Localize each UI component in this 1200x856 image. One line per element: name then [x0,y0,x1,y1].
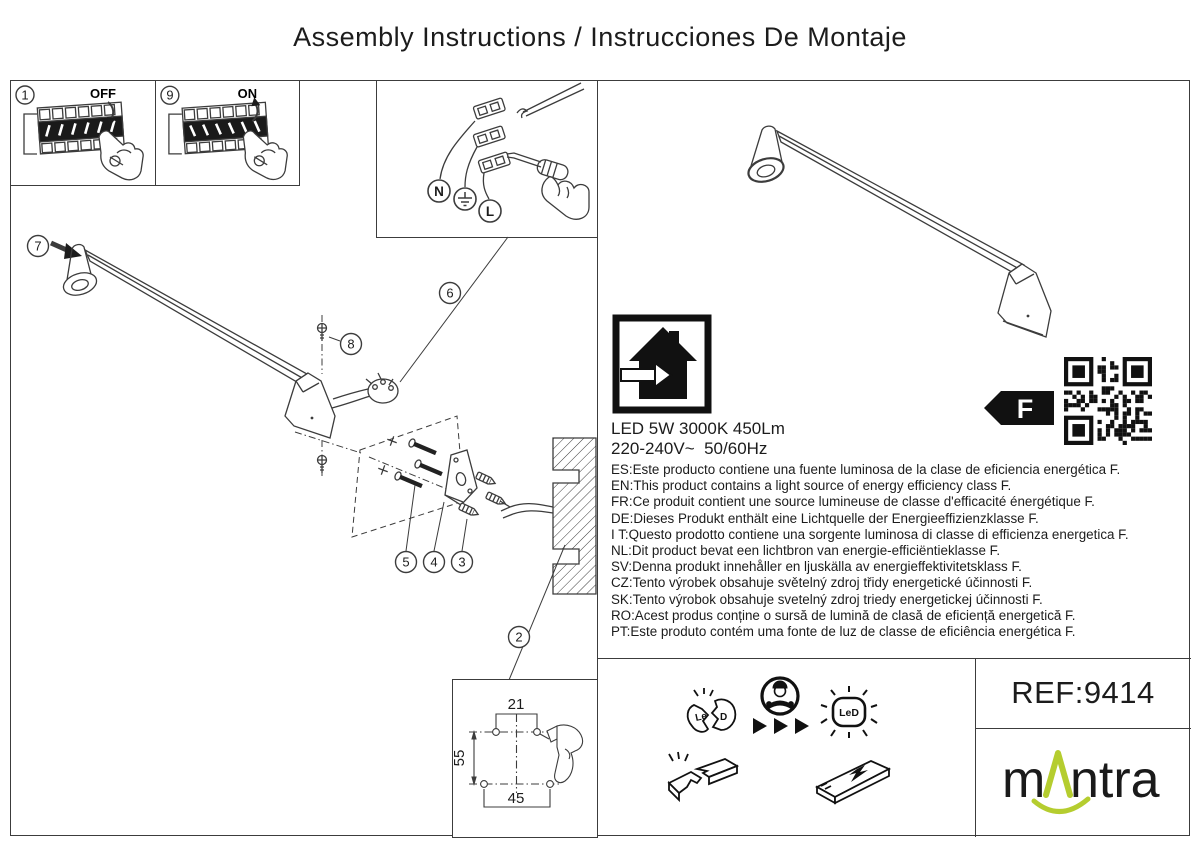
energy-statement-en: EN:This product contains a light source of energy efficiency class F. [611,478,1012,494]
breaker-on-drawing [156,81,299,185]
logo-suffix: ntra [1070,750,1160,809]
wall-bracket-drawing [445,450,477,505]
reference-number: REF:9414 [1011,675,1155,710]
callout-3: 3 [458,554,466,570]
wall-section-drawing [500,438,596,594]
page-title: Assembly Instructions / Instrucciones De Montaje [293,22,907,52]
lamp-fixture-drawing [61,245,335,438]
terminal-connector-drawing [366,373,398,403]
dim-top: 21 [507,696,525,713]
energy-statement-es: ES:Este producto contiene una fuente luminosa de la clase de eficiencia energética F. [611,462,1121,477]
logo-caret [1046,753,1070,795]
callout-5: 5 [402,554,410,570]
energy-statement-nl: NL:Dit product bevat een lichtbron van energie-efficiëntieklasse F. [611,543,1001,559]
led-module-label: LeD [839,707,859,719]
terminal-n-label: N [434,184,444,199]
drawing-sheet [10,80,1190,836]
dim-vertical: 55 [451,749,468,767]
energy-statement-sk: SK:Tento výrobok obsahuje svetelný zdroj triedy energetickej účinnosti F. [611,591,1043,607]
energy-statement-cz: CZ:Tento výrobek obsahuje světelný zdroj třidy energetické účinnosti F. [611,575,1033,591]
energy-statement-ro: RO:Acest produs conține o sursă de lumină de clasă de eficiență energetică F. [611,607,1076,623]
power-spec: 220-240V~ 50/60Hz [611,439,768,458]
broken-led-left-label: Le [694,710,709,724]
qualified-person-icon [759,675,801,717]
brand-logo [975,728,1191,837]
energy-statement-de: DE:Dieses Produkt enthält eine Lichtquelle der Energieeffizienzklasse F. [611,510,1039,526]
terminal-l-label: L [485,204,495,219]
step-panel-off [10,80,156,186]
energy-statement-pt: PT:Este produto contém uma fonte de luz de classe de eficiência energética F. [611,624,1076,640]
energy-statement-sv: SV:Denna produkt innehåller en ljuskälla av energieffektivitetsklass F. [611,559,1022,575]
callout-8: 8 [347,336,355,352]
pointing-hand-icon [99,131,143,180]
breaker-off-drawing [11,81,155,185]
specs-block [611,419,1189,640]
lamp-spec: LED 5W 3000K 450Lm [611,419,785,438]
energy-statements [611,462,1189,640]
logo-prefix: m [1002,750,1046,809]
indoor-use-icon [611,313,713,415]
step-on-label: ON [237,86,258,102]
step-number: 1 [21,87,29,103]
callout-4: 4 [430,554,438,570]
step-number: 9 [166,87,174,103]
broken-led-right-label: D [720,712,728,723]
qr-code [1064,357,1152,445]
energy-class-arrow [983,390,1055,426]
led-module-icon [819,683,879,741]
lamp-product-drawing [741,116,1071,351]
house-silhouette [629,327,697,399]
pointing-hand-icon [243,131,287,180]
exploded-assembly-diagram [11,189,597,681]
screwdriver-icon [507,153,570,181]
energy-class-letter: F [1016,394,1034,424]
replace-arrows-icon [753,717,815,735]
broken-driver-icon [663,747,743,805]
dim-bottom: 45 [507,790,525,807]
callout-6: 6 [446,285,454,301]
step-off-label: OFF [90,86,116,101]
broken-led-icon [684,687,740,739]
energy-statement-fr: FR:Ce produit contient une source lumineuse de classe d'efficacité énergétique F. [611,494,1095,510]
drill-icon [540,725,583,783]
callout-2: 2 [515,629,523,645]
led-driver-icon [809,753,901,807]
mounting-screws-drawing [394,438,444,490]
callout-7: 7 [34,238,42,254]
step-panel-on [155,80,300,186]
energy-statement-it: I T:Questo prodotto contiene una sorgente luminosa di classe di efficienza energetica F. [611,526,1129,542]
terminal-block [473,98,511,174]
drilling-dimensions-drawing [453,681,597,837]
mantra-logo [988,741,1178,825]
